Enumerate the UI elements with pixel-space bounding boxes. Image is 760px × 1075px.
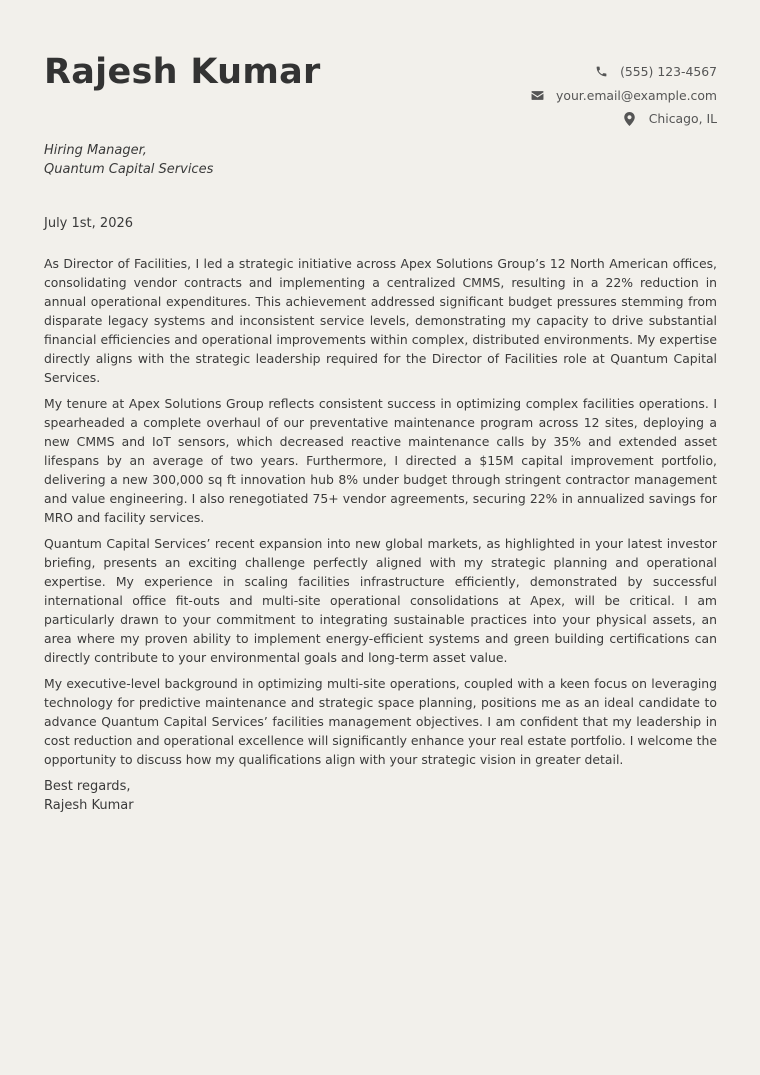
recipient-block [44,141,213,179]
body-paragraph-4: My executive-level background in optimizing multi-site operations, coupled with a keen focus on leveraging technology for predictive maintenance and strategic space planning, positions me as an ideal candidate to advance Quantum Capital Services’ facilities management objectives. I am confident that my leadership in cost reduction and operational excellence will significantly enhance your real estate portfolio. I welcome the opportunity to discuss how my qualifications align with your strategic vision in greater detail. [44,676,717,767]
map-pin-icon [623,112,637,126]
letter-body [44,254,717,776]
letter-date: July 1st, 2026 [44,216,134,231]
closing-signature: Rajesh Kumar [44,798,134,813]
body-paragraph-3: Quantum Capital Services’ recent expansion into new global markets, as highlighted in your latest investor briefing, presents an exciting challenge perfectly aligned with my strategic planning and operational expertise. My experience in scaling facilities infrastructure efficiently, demonstrated by successful international office fit-outs and multi-site operational consolidations at Apex, will be critical. I am particularly drawn to your commitment to integrating sustainable practices into your physical assets, an area where my proven ability to implement energy-efficient systems and green building certifications can directly contribute to your environmental goals and long-term asset value. [44,536,717,665]
contact-phone [530,60,717,84]
closing-salutation: Best regards, [44,779,131,794]
contact-location [530,107,717,131]
contact-location-text: Chicago, IL [648,111,717,127]
contact-email [530,84,717,108]
recipient-title: Hiring Manager, [44,143,147,158]
envelope-icon [530,88,544,102]
cover-letter-page [44,0,717,1075]
contact-email-text: your.email@example.com [556,87,717,103]
contact-info [530,60,717,131]
applicant-name: Rajesh Kumar [44,52,321,92]
phone-icon [594,65,608,79]
contact-phone-text: (555) 123-4567 [620,64,717,80]
body-paragraph-2: My tenure at Apex Solutions Group reflects consistent success in optimizing complex facilities operations. I spearheaded a complete overhaul of our preventative maintenance program across 12 sites, deploying a new CMMS and IoT sensors, which decreased reactive maintenance calls by 35% and extended asset lifespans by an average of two years. Furthermore, I directed a $15M capital improvement portfolio, delivering a new 300,000 sq ft innovation hub 8% under budget through stringent contractor management and value engineering. I also renegotiated 75+ vendor agreements, securing 22% in annualized savings for MRO and facility services. [44,396,717,525]
recipient-company: Quantum Capital Services [44,162,214,177]
closing-block [44,777,134,815]
body-paragraph-1: As Director of Facilities, I led a strategic initiative across Apex Solutions Group’s 12 North American offices, consolidating vendor contracts and implementing a centralized CMMS, resulting in a 22% reduction in annual operational expenditures. This achievement addressed significant budget pressures stemming from disparate legacy systems and inconsistent service levels, demonstrating my capacity to drive substantial financial efficiencies and operational improvements within complex, distributed environments. My expertise directly aligns with the strategic leadership required for the Director of Facilities role at Quantum Capital Services. [44,256,717,385]
